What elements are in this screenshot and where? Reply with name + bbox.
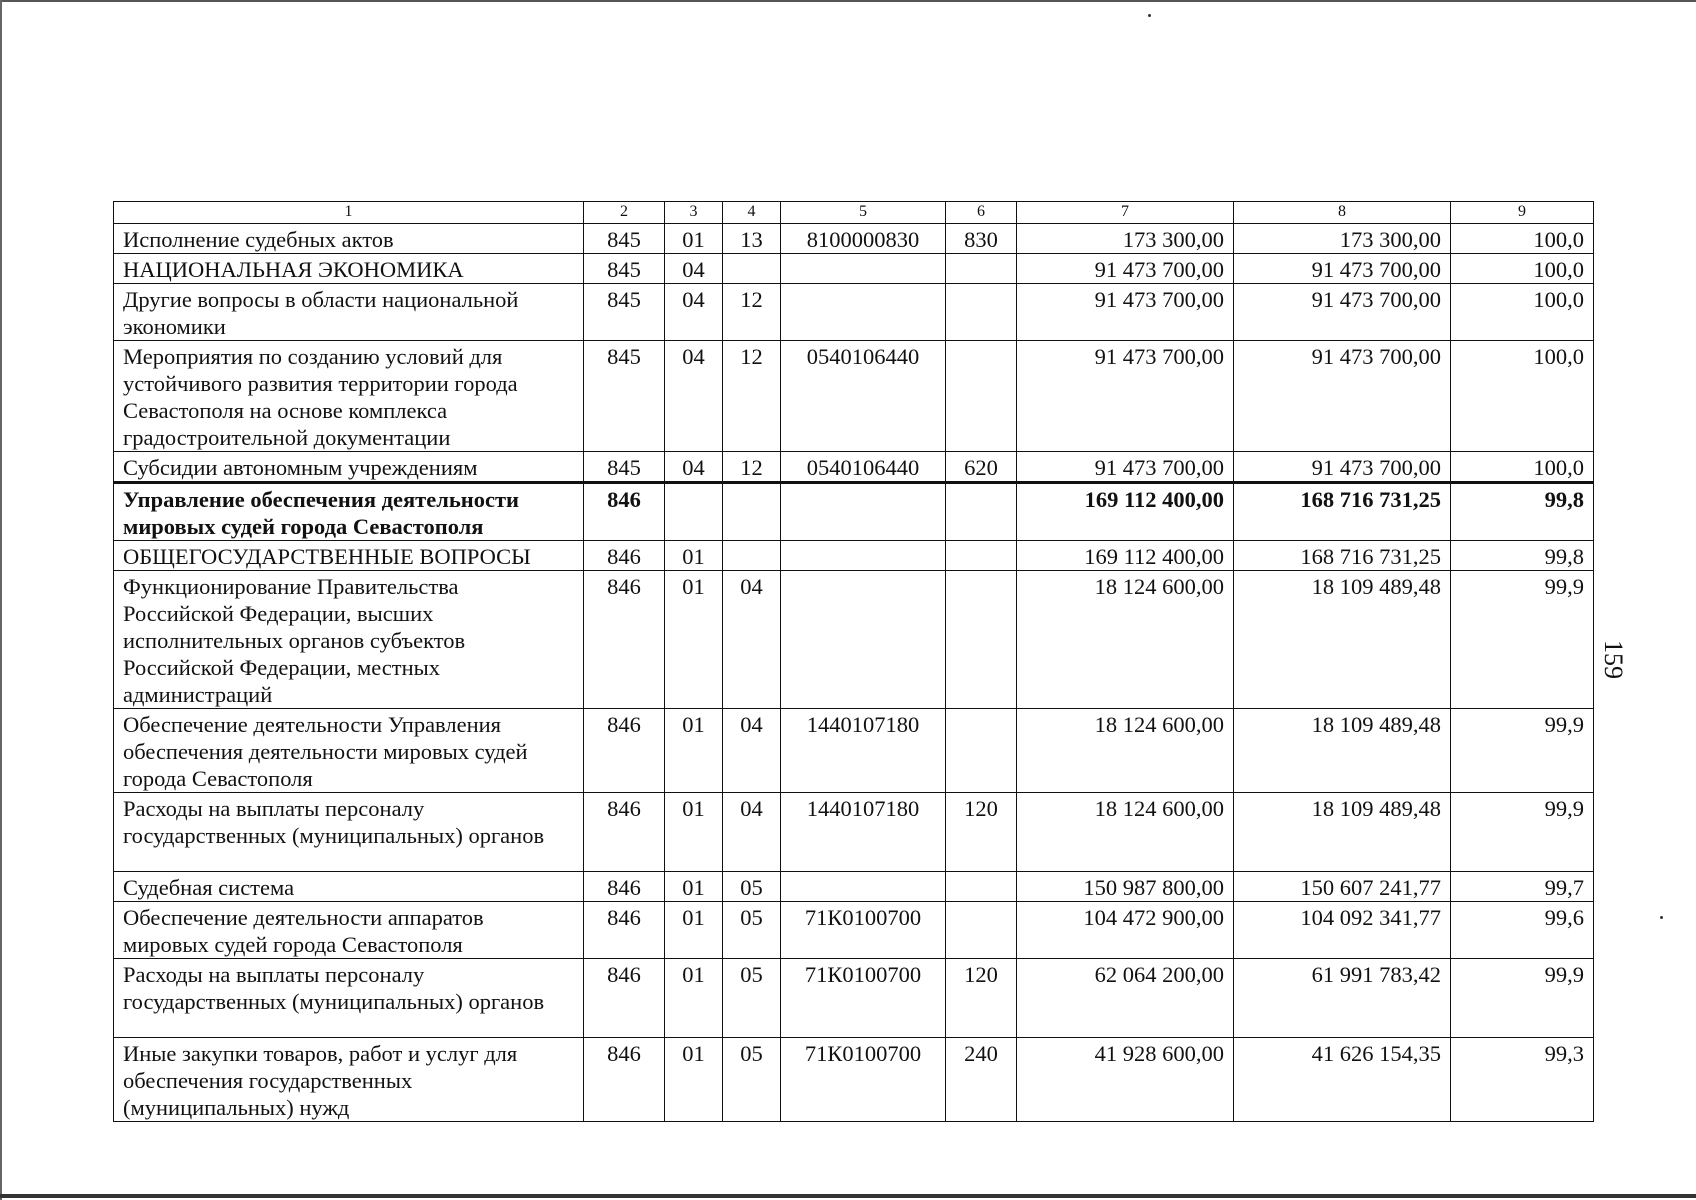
section-code: 04 [665, 452, 723, 483]
target-article-code: 8100000830 [781, 224, 946, 254]
executed-amount: 61 991 783,42 [1234, 959, 1451, 1038]
approved-amount: 169 112 400,00 [1017, 483, 1234, 541]
execution-percent: 99,9 [1451, 793, 1594, 872]
table-row [114, 902, 1594, 959]
column-number: 8 [1234, 202, 1451, 224]
approved-amount: 173 300,00 [1017, 224, 1234, 254]
approved-amount: 104 472 900,00 [1017, 902, 1234, 959]
row-name: Исполнение судебных актов [114, 224, 584, 254]
table-row [114, 709, 1594, 793]
expense-type-code: 120 [946, 793, 1017, 872]
approved-amount: 91 473 700,00 [1017, 254, 1234, 284]
execution-percent: 99,3 [1451, 1038, 1594, 1122]
section-code: 01 [665, 541, 723, 571]
subsection-code: 04 [723, 793, 781, 872]
expense-type-code: 620 [946, 452, 1017, 483]
row-name: Другие вопросы в области национальной экономики [114, 284, 584, 341]
expense-type-code [946, 483, 1017, 541]
admin-code: 845 [584, 341, 665, 452]
approved-amount: 62 064 200,00 [1017, 959, 1234, 1038]
executed-amount: 18 109 489,48 [1234, 793, 1451, 872]
executed-amount: 173 300,00 [1234, 224, 1451, 254]
execution-percent: 100,0 [1451, 224, 1594, 254]
executed-amount: 18 109 489,48 [1234, 709, 1451, 793]
table-row [114, 793, 1594, 872]
scan-speck [1148, 14, 1151, 17]
row-name: Судебная система [114, 872, 584, 902]
row-name: Функционирование Правительства Российской Федерации, высших исполнительных органов субъектов Российской Федерации, местных администраций [114, 571, 584, 709]
column-number-row [114, 202, 1594, 224]
row-name: Расходы на выплаты персоналу государственных (муниципальных) органов [114, 959, 584, 1038]
expense-type-code [946, 341, 1017, 452]
target-article-code: 71К0100700 [781, 959, 946, 1038]
executed-amount: 168 716 731,25 [1234, 483, 1451, 541]
table-row [114, 341, 1594, 452]
table-row [114, 872, 1594, 902]
executed-amount: 91 473 700,00 [1234, 452, 1451, 483]
executed-amount: 91 473 700,00 [1234, 284, 1451, 341]
section-code [665, 483, 723, 541]
target-article-code [781, 483, 946, 541]
column-number: 4 [723, 202, 781, 224]
execution-percent: 100,0 [1451, 341, 1594, 452]
executed-amount: 168 716 731,25 [1234, 541, 1451, 571]
executed-amount: 18 109 489,48 [1234, 571, 1451, 709]
admin-code: 846 [584, 793, 665, 872]
admin-code: 845 [584, 224, 665, 254]
expense-type-code [946, 541, 1017, 571]
section-code: 01 [665, 571, 723, 709]
admin-code: 846 [584, 541, 665, 571]
admin-code: 846 [584, 571, 665, 709]
subsection-code [723, 483, 781, 541]
target-article-code [781, 254, 946, 284]
subsection-code: 12 [723, 341, 781, 452]
target-article-code: 0540106440 [781, 341, 946, 452]
section-code: 01 [665, 959, 723, 1038]
section-code: 01 [665, 793, 723, 872]
subsection-code: 04 [723, 709, 781, 793]
scan-speck [1660, 916, 1663, 919]
target-article-code: 0540106440 [781, 452, 946, 483]
row-name: Обеспечение деятельности аппаратов мировых судей города Севастополя [114, 902, 584, 959]
expense-type-code: 120 [946, 959, 1017, 1038]
expense-type-code: 830 [946, 224, 1017, 254]
execution-percent: 99,8 [1451, 541, 1594, 571]
execution-percent: 99,9 [1451, 709, 1594, 793]
scan-edge-bottom [0, 1194, 1696, 1198]
admin-code: 846 [584, 902, 665, 959]
row-name: Иные закупки товаров, работ и услуг для обеспечения государственных (муниципальных) нужд [114, 1038, 584, 1122]
admin-code: 846 [584, 959, 665, 1038]
expense-type-code: 240 [946, 1038, 1017, 1122]
section-code: 01 [665, 902, 723, 959]
subsection-code: 13 [723, 224, 781, 254]
section-code: 04 [665, 284, 723, 341]
page-number: 159 [1599, 640, 1628, 679]
expense-type-code [946, 872, 1017, 902]
column-number: 1 [114, 202, 584, 224]
executed-amount: 91 473 700,00 [1234, 341, 1451, 452]
section-code: 04 [665, 254, 723, 284]
target-article-code: 71К0100700 [781, 1038, 946, 1122]
row-name: Субсидии автономным учреждениям [114, 452, 584, 483]
row-name: Расходы на выплаты персоналу государственных (муниципальных) органов [114, 793, 584, 872]
admin-code: 846 [584, 709, 665, 793]
target-article-code: 71К0100700 [781, 902, 946, 959]
executed-amount: 41 626 154,35 [1234, 1038, 1451, 1122]
row-name: НАЦИОНАЛЬНАЯ ЭКОНОМИКА [114, 254, 584, 284]
row-name: ОБЩЕГОСУДАРСТВЕННЫЕ ВОПРОСЫ [114, 541, 584, 571]
scan-edge-left [0, 0, 2, 1200]
column-number: 2 [584, 202, 665, 224]
approved-amount: 91 473 700,00 [1017, 452, 1234, 483]
execution-percent: 99,9 [1451, 571, 1594, 709]
subsection-code [723, 541, 781, 571]
executed-amount: 150 607 241,77 [1234, 872, 1451, 902]
section-code: 01 [665, 1038, 723, 1122]
target-article-code [781, 872, 946, 902]
row-name: Управление обеспечения деятельности мировых судей города Севастополя [114, 483, 584, 541]
execution-percent: 100,0 [1451, 452, 1594, 483]
table-row [114, 254, 1594, 284]
section-code: 01 [665, 872, 723, 902]
expense-type-code [946, 902, 1017, 959]
section-code: 04 [665, 341, 723, 452]
target-article-code: 1440107180 [781, 709, 946, 793]
admin-code: 845 [584, 254, 665, 284]
target-article-code [781, 541, 946, 571]
table-row [114, 452, 1594, 483]
subsection-code: 05 [723, 902, 781, 959]
execution-percent: 99,9 [1451, 959, 1594, 1038]
approved-amount: 18 124 600,00 [1017, 793, 1234, 872]
approved-amount: 41 928 600,00 [1017, 1038, 1234, 1122]
column-number: 6 [946, 202, 1017, 224]
admin-code: 846 [584, 483, 665, 541]
row-name: Мероприятия по созданию условий для устойчивого развития территории города Севастополя на основе комплекса градостроительной документации [114, 341, 584, 452]
admin-code: 845 [584, 284, 665, 341]
approved-amount: 18 124 600,00 [1017, 709, 1234, 793]
row-name: Обеспечение деятельности Управления обеспечения деятельности мировых судей города Севастополя [114, 709, 584, 793]
approved-amount: 91 473 700,00 [1017, 341, 1234, 452]
expense-type-code [946, 709, 1017, 793]
subsection-code: 12 [723, 452, 781, 483]
subsection-code [723, 254, 781, 284]
table-row [114, 483, 1594, 541]
execution-percent: 100,0 [1451, 254, 1594, 284]
admin-code: 846 [584, 1038, 665, 1122]
approved-amount: 18 124 600,00 [1017, 571, 1234, 709]
expense-type-code [946, 571, 1017, 709]
column-number: 3 [665, 202, 723, 224]
admin-code: 846 [584, 872, 665, 902]
budget-execution-table [113, 201, 1594, 1122]
expense-type-code [946, 254, 1017, 284]
table-row [114, 959, 1594, 1038]
execution-percent: 99,8 [1451, 483, 1594, 541]
column-number: 7 [1017, 202, 1234, 224]
executed-amount: 104 092 341,77 [1234, 902, 1451, 959]
column-number: 9 [1451, 202, 1594, 224]
subsection-code: 04 [723, 571, 781, 709]
admin-code: 845 [584, 452, 665, 483]
subsection-code: 12 [723, 284, 781, 341]
table-row [114, 1038, 1594, 1122]
target-article-code [781, 284, 946, 341]
subsection-code: 05 [723, 1038, 781, 1122]
executed-amount: 91 473 700,00 [1234, 254, 1451, 284]
table-row [114, 541, 1594, 571]
table-row [114, 571, 1594, 709]
execution-percent: 99,6 [1451, 902, 1594, 959]
target-article-code: 1440107180 [781, 793, 946, 872]
target-article-code [781, 571, 946, 709]
expense-type-code [946, 284, 1017, 341]
section-code: 01 [665, 224, 723, 254]
column-number: 5 [781, 202, 946, 224]
approved-amount: 91 473 700,00 [1017, 284, 1234, 341]
execution-percent: 100,0 [1451, 284, 1594, 341]
subsection-code: 05 [723, 959, 781, 1038]
scan-edge-top [0, 0, 1696, 2]
table-row [114, 284, 1594, 341]
execution-percent: 99,7 [1451, 872, 1594, 902]
section-code: 01 [665, 709, 723, 793]
approved-amount: 150 987 800,00 [1017, 872, 1234, 902]
approved-amount: 169 112 400,00 [1017, 541, 1234, 571]
table-row [114, 224, 1594, 254]
subsection-code: 05 [723, 872, 781, 902]
